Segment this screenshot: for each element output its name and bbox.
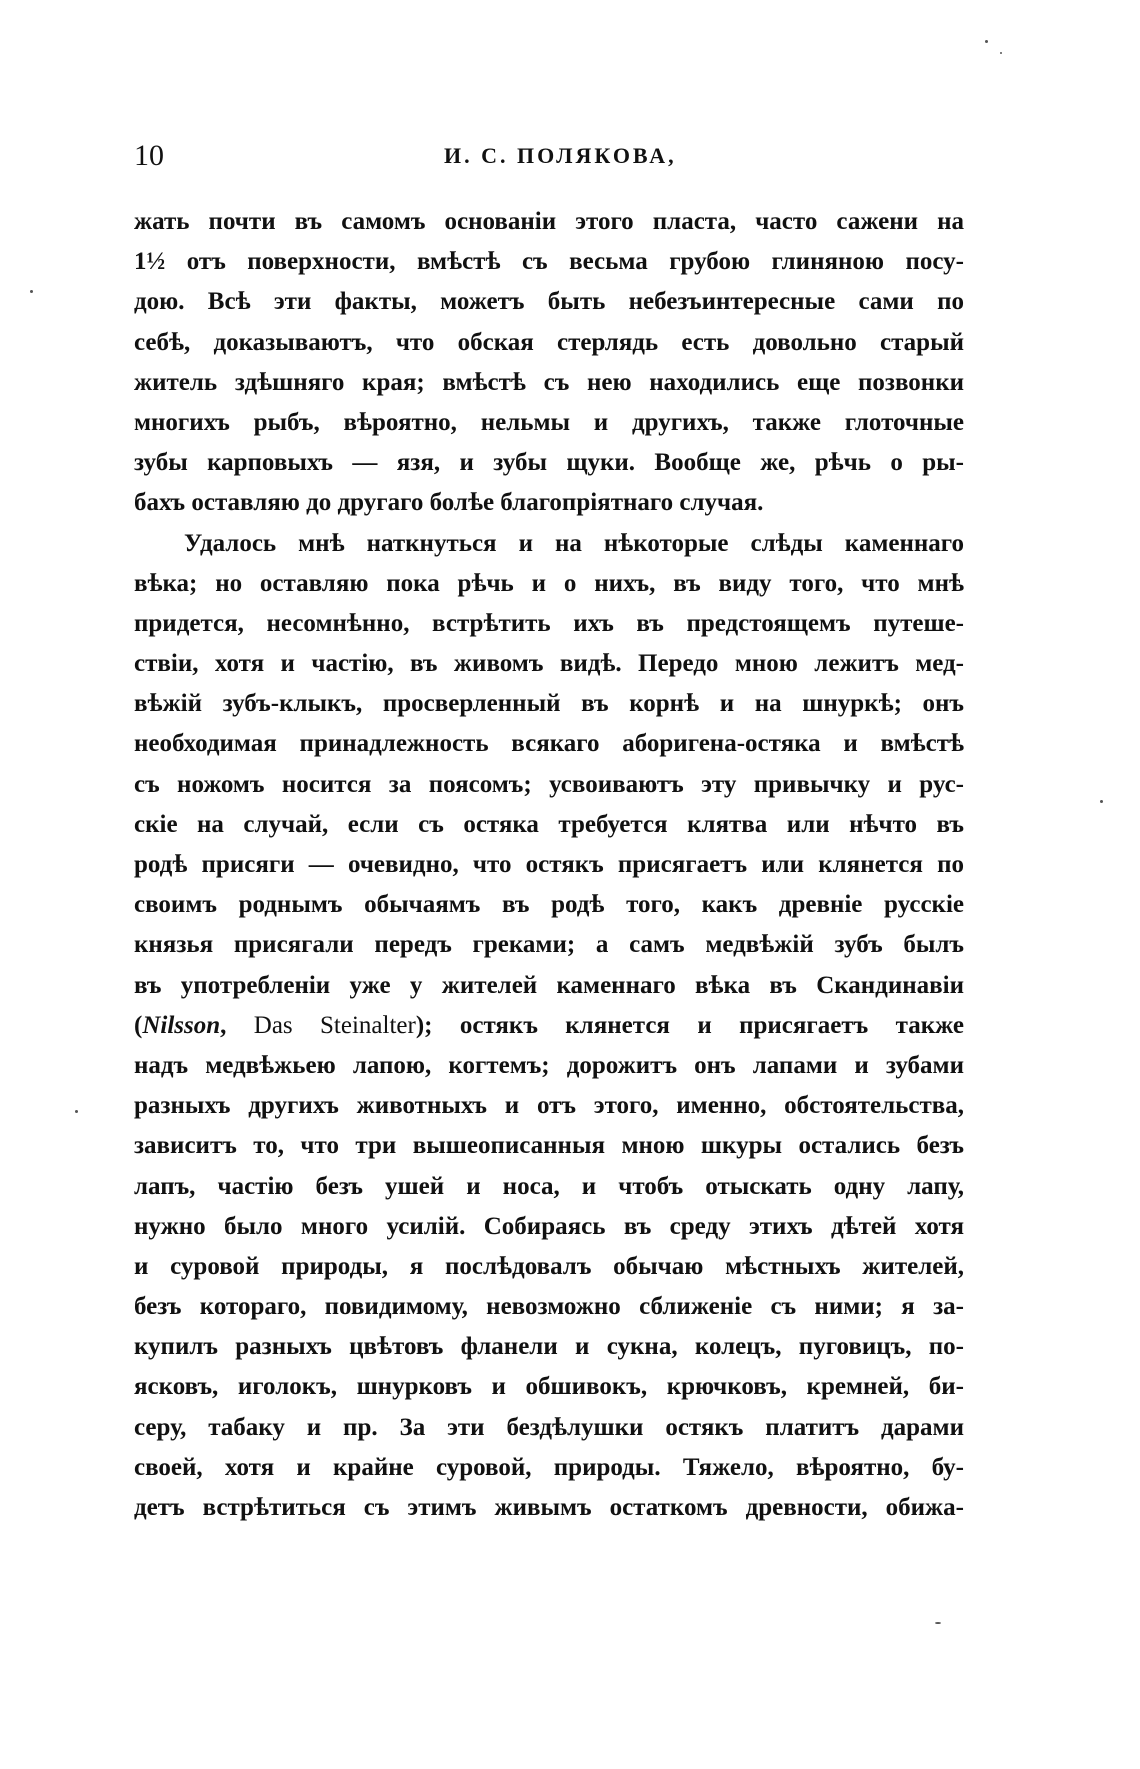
text-line: купилъ разныхъ цвѣтовъ фланели и сукна, колецъ, пуговицъ, по- — [134, 1333, 964, 1361]
text-line: себѣ, доказываютъ, что обская стерлядь есть довольно старый — [134, 328, 964, 356]
text-line: зубы карповыхъ — язя, и зубы щуки. Вообще же, рѣчь о ры- — [134, 449, 964, 477]
text-line: лапъ, частiю безъ ушей и носа, и чтобъ отыскать одну лапу, — [134, 1172, 964, 1200]
text-line: своей, хотя и крайне суровой, природы. Тяжело, вѣроятно, бу- — [134, 1453, 964, 1481]
text-line: въ употребленiи уже у жителей каменнаго вѣка въ Скандинавiи — [134, 971, 964, 999]
scan-speck — [935, 1622, 941, 1624]
text-line: многихъ рыбъ, вѣроятно, нельмы и другихъ, также глоточные — [134, 408, 964, 436]
text-line: своимъ роднымъ обычаямъ въ родѣ того, какъ древнiе русскiе — [134, 891, 964, 919]
text-line: надъ медвѣжьею лапою, когтемъ; дорожитъ онъ лапами и зубами — [134, 1051, 964, 1079]
page-header — [134, 136, 964, 176]
text-line: скiе на случай, если съ остяка требуется клятва или нѣчто въ — [134, 810, 964, 838]
scan-speck — [1000, 52, 1002, 54]
text-line: ствiи, хотя и частiю, въ живомъ видѣ. Передо мною лежитъ мед- — [134, 650, 964, 678]
citation-work: Das Steinalter — [253, 1011, 416, 1039]
text-line: съ ножомъ носится за поясомъ; усвоиваютъ эту привычку и рус- — [134, 770, 964, 798]
paragraph-2 — [134, 524, 964, 1529]
text-line-citation: (Nilsson, Das Steinalter); остякъ клянется и присягаетъ также — [134, 1011, 964, 1039]
body-text — [134, 202, 964, 1528]
text-line: Удалось мнѣ наткнуться и на нѣкоторые слѣды каменнаго — [184, 529, 964, 557]
scan-speck — [1100, 800, 1103, 803]
running-title: И. С. ПОЛЯКОВА, — [444, 143, 677, 168]
scan-speck — [75, 1110, 78, 1113]
text-line: родѣ присяги — очевидно, что остякъ присягаетъ или клянется по — [134, 851, 964, 878]
text-line: 1½ отъ поверхности, вмѣстѣ съ весьма грубою глиняною посу- — [134, 248, 964, 276]
scan-speck — [985, 40, 988, 43]
text-line: ясковъ, иголокъ, шнурковъ и обшивокъ, крючковъ, кремней, би- — [134, 1373, 964, 1401]
paragraph-1 — [134, 202, 964, 524]
text-line: придется, несомнѣнно, встрѣтить ихъ въ предстоящемъ путеше- — [134, 609, 964, 637]
text-line: и суровой природы, я послѣдовалъ обычаю мѣстныхъ жителей, — [134, 1252, 964, 1280]
text-line: безъ котораго, повидимому, невозможно сближенiе съ ними; я за- — [134, 1293, 964, 1321]
text-line: житель здѣшняго края; вмѣстѣ съ нею находились еще позвонки — [134, 368, 964, 396]
text-line: жать почти въ самомъ основанiи этого пласта, часто сажени на — [134, 208, 964, 235]
text-line: бахъ оставляю до другаго болѣе благопрiятнаго случая. — [134, 489, 764, 517]
text-line: зависитъ то, что три вышеописанныя мною шкуры остались безъ — [134, 1132, 964, 1160]
text-line: детъ встрѣтиться съ этимъ живымъ остаткомъ древности, обижа- — [134, 1494, 964, 1521]
text-line: нужно было много усилiй. Собираясь въ среду этихъ дѣтей хотя — [134, 1212, 964, 1240]
text-line: разныхъ другихъ животныхъ и отъ этого, именно, обстоятельства, — [134, 1092, 964, 1120]
scan-speck — [30, 290, 33, 293]
text-line: вѣка; но оставляю пока рѣчь и о нихъ, въ виду того, что мнѣ — [134, 569, 964, 597]
page-number: 10 — [134, 139, 164, 172]
text-line: князья присягали передъ греками; а самъ медвѣжiй зубъ былъ — [134, 931, 964, 959]
text-line: необходимая принадлежность всякаго аборигена-остяка и вмѣстѣ — [134, 730, 964, 758]
text-line: дою. Всѣ эти факты, можетъ быть небезъинтересные сами по — [134, 288, 964, 316]
text-line: вѣжiй зубъ-клыкъ, просверленный въ корнѣ и на шнуркѣ; онъ — [134, 690, 964, 718]
text-line: серу, табаку и пр. За эти бездѣлушки остякъ платитъ дарами — [134, 1413, 964, 1441]
citation-author: Nilsson — [142, 1011, 221, 1039]
citation-rest: ); остякъ клянется и присягаетъ также — [415, 1011, 964, 1039]
